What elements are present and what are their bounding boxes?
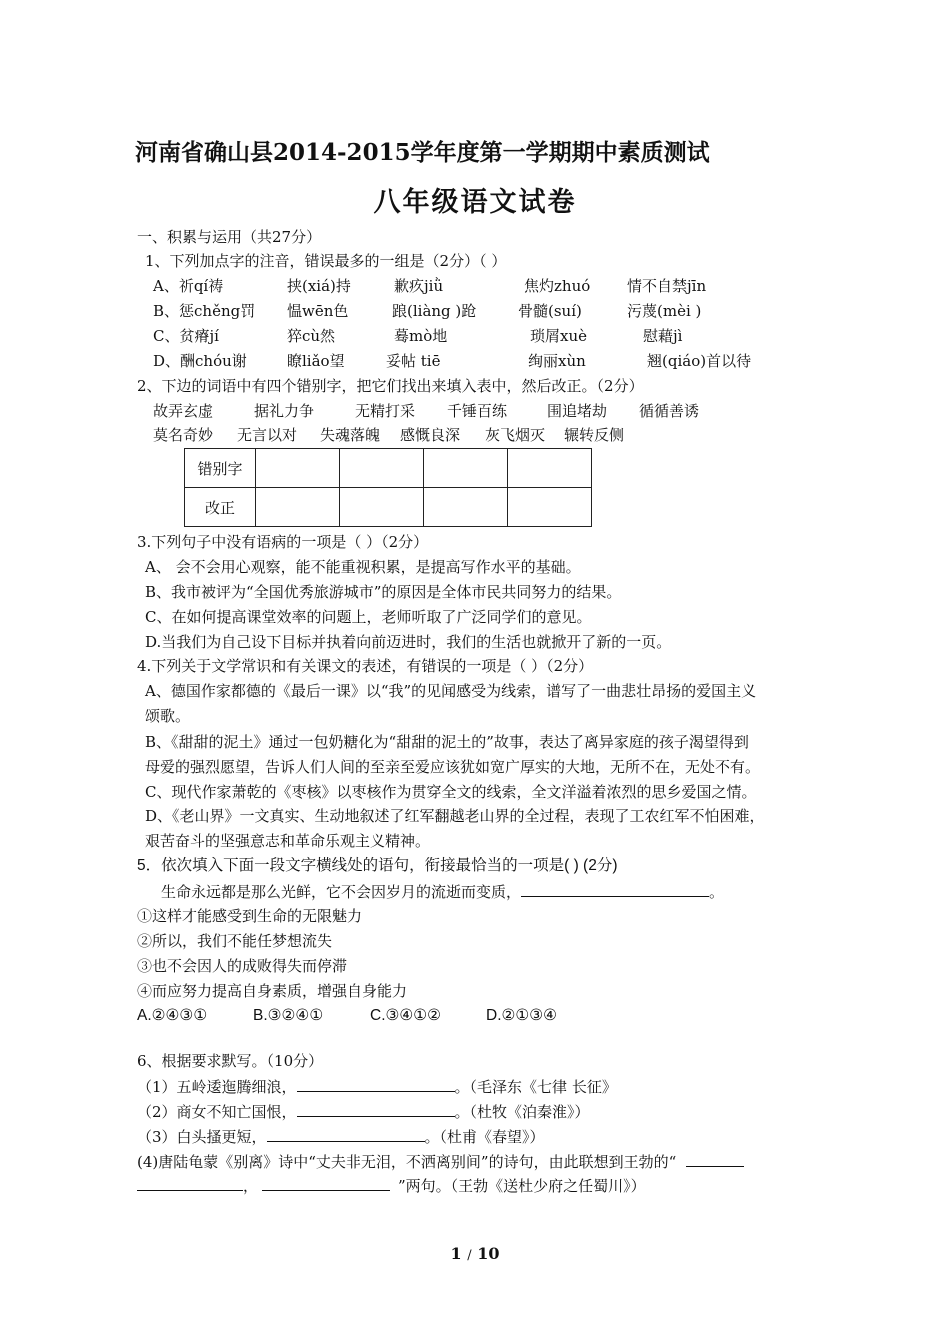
q1-option: 歉疚jiǜ <box>394 277 444 295</box>
q1-option: C、贫瘠jí <box>153 327 219 345</box>
q1-option: 污蔑(mèi ) <box>627 302 702 320</box>
q1-option: 挟(xiá)持 <box>287 277 351 295</box>
table-label-correct: 改正 <box>185 488 256 527</box>
q4-line: 艰苦奋斗的坚强意志和革命乐观主义精神。 <box>145 832 431 850</box>
exam-title: 河南省确山县2014-2015学年度第一学期期中素质测试 <box>135 139 710 166</box>
page-total: 10 <box>477 1244 500 1263</box>
q6-line <box>137 1151 744 1172</box>
q6-answer-blank[interactable] <box>297 1076 455 1092</box>
q6-line-source: ”两句。（王勃《送杜少府之任蜀川》） <box>398 1177 646 1195</box>
q4-line: D、《老山界》一文真实、生动地叙述了红军翻越老山界的全过程，表现了工农红军不怕困难， <box>145 807 765 825</box>
q3-option: A、 会不会用心观察，能不能重视积累，是提高写作水平的基础。 <box>145 558 581 576</box>
q6-answer-blank[interactable] <box>267 1126 425 1142</box>
q6-comma: ， <box>243 1177 259 1195</box>
q6-answer-blank[interactable] <box>137 1175 243 1191</box>
q5-choice: D.②①③④ <box>486 1007 558 1024</box>
q1-option: 愠wēn色 <box>287 302 349 320</box>
q2-word: 循循善诱 <box>639 402 700 420</box>
q5-choice: B.③②④① <box>253 1007 324 1024</box>
q1-option: 情不自禁jīn <box>627 277 707 295</box>
q1-option: 瞭liǎo望 <box>287 352 345 370</box>
q6-answer-blank[interactable] <box>262 1175 390 1191</box>
q4-line: 颂歌。 <box>145 707 191 725</box>
q3-option: C、在如何提高课堂效率的问题上，老师听取了广泛同学们的意见。 <box>145 608 592 626</box>
section-heading: 一、积累与运用（共27分） <box>137 228 322 246</box>
q3-stem: 3.下列句子中没有语病的一项是（ ）（2分） <box>137 533 429 551</box>
q5-item: ③也不会因人的成败得失而停滞 <box>137 957 348 975</box>
q6-line-prompt: （2）商女不知亡国恨， <box>137 1103 297 1121</box>
q4-line: A、德国作家都德的《最后一课》以“我”的见闻感受为线索，谱写了一曲悲壮昂扬的爱国主义 <box>145 682 757 700</box>
q1-option: 翘(qiáo)首以待 <box>647 352 752 370</box>
q5-choice: C.③④①② <box>370 1007 442 1024</box>
q2-word: 据礼力争 <box>254 402 315 420</box>
q1-option: 妥帖 tiē <box>386 352 441 370</box>
q6-line <box>137 1175 646 1196</box>
q5-passage <box>161 881 724 902</box>
q2-word: 辗转反侧 <box>564 426 625 444</box>
answer-cell[interactable] <box>256 449 340 488</box>
exam-subtitle: 八年级语文试卷 <box>373 187 577 218</box>
q1-option: A、祈qí祷 <box>153 277 224 295</box>
q5-choice: A.②④③① <box>137 1007 208 1024</box>
page-current: 1 <box>450 1244 462 1263</box>
q6-line-prompt: (4)唐陆龟蒙《别离》诗中“丈夫非无泪，不洒离别间”的诗句，由此联想到王勃的“ <box>137 1153 677 1171</box>
q1-option: 焦灼zhuó <box>524 277 591 295</box>
q6-answer-blank[interactable] <box>686 1151 744 1167</box>
q6-line-source: 。（杜牧《泊秦淮》） <box>454 1103 590 1121</box>
q5-passage-end: 。 <box>709 883 725 901</box>
q2-word: 灰飞烟灭 <box>485 426 546 444</box>
answer-cell[interactable] <box>508 449 592 488</box>
answer-cell[interactable] <box>340 449 424 488</box>
q1-option: 猝cù然 <box>287 327 336 345</box>
q1-option: 踉(liàng )跄 <box>392 302 477 320</box>
q6-line <box>137 1076 617 1097</box>
q6-line-source: 。（杜甫《春望》） <box>424 1128 545 1146</box>
q1-option: 慰藉jì <box>643 327 683 345</box>
page-separator: / <box>467 1248 472 1263</box>
q5-answer-blank[interactable] <box>521 881 709 897</box>
q6-line-prompt: （1）五岭逶迤腾细浪， <box>137 1078 297 1096</box>
q5-item: ④而应努力提高自身素质，增强自身能力 <box>137 982 408 1000</box>
q4-line: C、现代作家萧乾的《枣核》以枣核作为贯穿全文的线索，全文洋溢着浓烈的思乡爱国之情。 <box>145 783 757 801</box>
table-row <box>185 449 592 488</box>
q2-word: 无精打采 <box>355 402 416 420</box>
q1-stem: 1、下列加点字的注音，错误最多的一组是（2分）（ ） <box>145 252 507 270</box>
q2-word: 感慨良深 <box>400 426 461 444</box>
q5-passage-text: 生命永远都是那么光鲜，它不会因岁月的流逝而变质， <box>161 883 522 901</box>
answer-cell[interactable] <box>424 488 508 527</box>
q5-stem: 5．依次填入下面一段文字横线处的语句，衔接最恰当的一项是( ) (2分) <box>137 857 618 874</box>
q4-line: B、《甜甜的泥土》通过一包奶糖化为“甜甜的泥土的”故事，表达了离异家庭的孩子渴望得到 <box>145 733 749 751</box>
q1-option: 蓦mò地 <box>394 327 448 345</box>
q6-line <box>137 1101 590 1122</box>
answer-cell[interactable] <box>256 488 340 527</box>
q6-answer-blank[interactable] <box>297 1101 455 1117</box>
q1-option: 骨髓(suí) <box>518 302 582 320</box>
page-number <box>0 1244 950 1263</box>
q5-item: ②所以，我们不能任梦想流失 <box>137 932 333 950</box>
answer-cell[interactable] <box>340 488 424 527</box>
table-label-wrong: 错别字 <box>185 449 256 488</box>
q1-option: D、酬chóu谢 <box>153 352 247 370</box>
q5-item: ①这样才能感受到生命的无限魅力 <box>137 907 363 925</box>
q2-word: 围追堵劫 <box>547 402 608 420</box>
q2-word: 无言以对 <box>237 426 298 444</box>
answer-cell[interactable] <box>424 449 508 488</box>
q1-option: B、惩chěng罚 <box>153 302 256 320</box>
q1-option: 琐屑xuè <box>530 327 587 345</box>
q2-word: 千锤百练 <box>447 402 508 420</box>
correction-table <box>184 448 592 527</box>
table-row <box>185 488 592 527</box>
q4-line: 母爱的强烈愿望，告诉人们人间的至亲至爱应该犹如宽广厚实的大地，无所不在，无处不有。 <box>145 758 761 776</box>
q3-option: D.当我们为自己设下目标并执着向前迈进时，我们的生活也就掀开了新的一页。 <box>145 633 672 651</box>
q4-stem: 4.下列关于文学常识和有关课文的表述，有错误的一项是（ ）（2分） <box>137 657 594 675</box>
q2-word: 失魂落魄 <box>320 426 381 444</box>
q3-option: B、我市被评为“全国优秀旅游城市”的原因是全体市民共同努力的结果。 <box>145 583 622 601</box>
q6-line-source: 。（毛泽东《七律 长征》 <box>454 1078 617 1096</box>
q2-word: 故弄玄虚 <box>153 402 214 420</box>
q2-stem: 2、下边的词语中有四个错别字，把它们找出来填入表中，然后改正。（2分） <box>137 377 644 395</box>
q6-line <box>137 1126 545 1147</box>
q6-line-prompt: （3）白头搔更短， <box>137 1128 267 1146</box>
q6-stem: 6、根据要求默写。（10分） <box>137 1052 324 1070</box>
q2-word: 莫名奇妙 <box>153 426 214 444</box>
answer-cell[interactable] <box>508 488 592 527</box>
q1-option: 绚丽xùn <box>528 352 586 370</box>
